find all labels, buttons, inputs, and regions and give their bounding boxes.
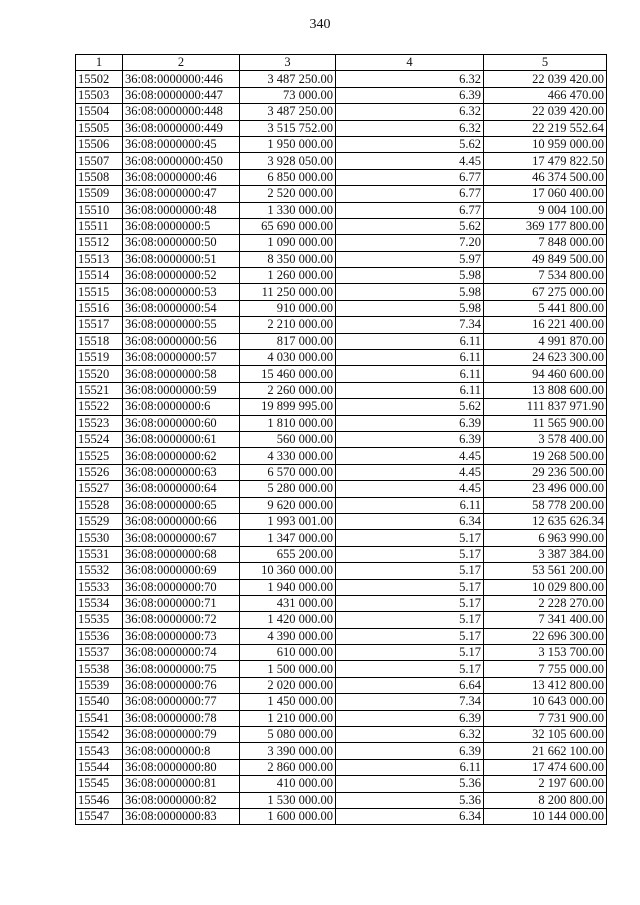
- table-row: [76, 743, 607, 759]
- value-cell: 10 360 000.00: [240, 563, 336, 579]
- row-number-cell: 15545: [76, 776, 123, 792]
- value-cell: 1 600 000.00: [240, 808, 336, 824]
- total-cell: 7 534 800.00: [484, 268, 607, 284]
- value-cell: 1 210 000.00: [240, 710, 336, 726]
- table-row: [76, 808, 607, 824]
- table-row: [76, 350, 607, 366]
- value-cell: 3 487 250.00: [240, 104, 336, 120]
- value-cell: 19 899 995.00: [240, 399, 336, 415]
- rate-cell: 6.77: [336, 169, 484, 185]
- cadastral-number-cell: 36:08:0000000:72: [123, 612, 240, 628]
- cadastral-number-cell: 36:08:0000000:55: [123, 317, 240, 333]
- row-number-cell: 15511: [76, 218, 123, 234]
- row-number-cell: 15523: [76, 415, 123, 431]
- value-cell: 817 000.00: [240, 333, 336, 349]
- cadastral-number-cell: 36:08:0000000:75: [123, 661, 240, 677]
- value-cell: 4 390 000.00: [240, 628, 336, 644]
- table-row: [76, 71, 607, 87]
- value-cell: 1 090 000.00: [240, 235, 336, 251]
- rate-cell: 5.36: [336, 776, 484, 792]
- total-cell: 22 219 552.64: [484, 120, 607, 136]
- cadastral-number-cell: 36:08:0000000:76: [123, 677, 240, 693]
- value-cell: 11 250 000.00: [240, 284, 336, 300]
- rate-cell: 4.45: [336, 481, 484, 497]
- row-number-cell: 15513: [76, 251, 123, 267]
- row-number-cell: 15510: [76, 202, 123, 218]
- row-number-cell: 15503: [76, 87, 123, 103]
- total-cell: 4 991 870.00: [484, 333, 607, 349]
- cadastral-number-cell: 36:08:0000000:8: [123, 743, 240, 759]
- cadastral-number-cell: 36:08:0000000:67: [123, 530, 240, 546]
- row-number-cell: 15547: [76, 808, 123, 824]
- table-row: [76, 120, 607, 136]
- row-number-cell: 15546: [76, 792, 123, 808]
- total-cell: 9 004 100.00: [484, 202, 607, 218]
- cadastral-number-cell: 36:08:0000000:58: [123, 366, 240, 382]
- total-cell: 7 731 900.00: [484, 710, 607, 726]
- value-cell: 1 810 000.00: [240, 415, 336, 431]
- rate-cell: 6.77: [336, 186, 484, 202]
- rate-cell: 5.17: [336, 546, 484, 562]
- total-cell: 19 268 500.00: [484, 448, 607, 464]
- rate-cell: 6.34: [336, 513, 484, 529]
- total-cell: 46 374 500.00: [484, 169, 607, 185]
- table-row: [76, 776, 607, 792]
- value-cell: 5 080 000.00: [240, 727, 336, 743]
- total-cell: 23 496 000.00: [484, 481, 607, 497]
- cadastral-number-cell: 36:08:0000000:61: [123, 431, 240, 447]
- table-row: [76, 218, 607, 234]
- rate-cell: 5.62: [336, 136, 484, 152]
- total-cell: 10 643 000.00: [484, 694, 607, 710]
- rate-cell: 4.45: [336, 464, 484, 480]
- table-row: [76, 481, 607, 497]
- rate-cell: 6.11: [336, 366, 484, 382]
- total-cell: 17 474 600.00: [484, 759, 607, 775]
- cadastral-number-cell: 36:08:0000000:53: [123, 284, 240, 300]
- row-number-cell: 15542: [76, 727, 123, 743]
- cadastral-number-cell: 36:08:0000000:447: [123, 87, 240, 103]
- total-cell: 5 441 800.00: [484, 300, 607, 316]
- total-cell: 369 177 800.00: [484, 218, 607, 234]
- cadastral-number-cell: 36:08:0000000:449: [123, 120, 240, 136]
- value-cell: 910 000.00: [240, 300, 336, 316]
- total-cell: 3 387 384.00: [484, 546, 607, 562]
- table-row: [76, 530, 607, 546]
- table-row: [76, 595, 607, 611]
- row-number-cell: 15517: [76, 317, 123, 333]
- column-header: 3: [240, 55, 336, 71]
- rate-cell: 6.11: [336, 333, 484, 349]
- value-cell: 1 420 000.00: [240, 612, 336, 628]
- cadastral-number-cell: 36:08:0000000:6: [123, 399, 240, 415]
- rate-cell: 6.32: [336, 71, 484, 87]
- table-row: [76, 153, 607, 169]
- rate-cell: 5.17: [336, 530, 484, 546]
- rate-cell: 6.39: [336, 710, 484, 726]
- row-number-cell: 15516: [76, 300, 123, 316]
- value-cell: 3 487 250.00: [240, 71, 336, 87]
- rate-cell: 6.32: [336, 727, 484, 743]
- value-cell: 5 280 000.00: [240, 481, 336, 497]
- row-number-cell: 15531: [76, 546, 123, 562]
- table-row: [76, 235, 607, 251]
- cadastral-number-cell: 36:08:0000000:65: [123, 497, 240, 513]
- cadastral-number-cell: 36:08:0000000:78: [123, 710, 240, 726]
- total-cell: 94 460 600.00: [484, 366, 607, 382]
- value-cell: 1 950 000.00: [240, 136, 336, 152]
- table-row: [76, 104, 607, 120]
- table-row: [76, 612, 607, 628]
- table-row: [76, 497, 607, 513]
- table-row: [76, 727, 607, 743]
- value-cell: 3 390 000.00: [240, 743, 336, 759]
- row-number-cell: 15524: [76, 431, 123, 447]
- total-cell: 13 412 800.00: [484, 677, 607, 693]
- table-row: [76, 661, 607, 677]
- cadastral-number-cell: 36:08:0000000:77: [123, 694, 240, 710]
- value-cell: 1 993 001.00: [240, 513, 336, 529]
- cadastral-number-cell: 36:08:0000000:50: [123, 235, 240, 251]
- rate-cell: 6.11: [336, 382, 484, 398]
- total-cell: 22 039 420.00: [484, 104, 607, 120]
- value-cell: 410 000.00: [240, 776, 336, 792]
- row-number-cell: 15514: [76, 268, 123, 284]
- cadastral-number-cell: 36:08:0000000:47: [123, 186, 240, 202]
- cadastral-number-cell: 36:08:0000000:79: [123, 727, 240, 743]
- table-header-row: [76, 55, 607, 71]
- table-row: [76, 202, 607, 218]
- row-number-cell: 15519: [76, 350, 123, 366]
- table-row: [76, 251, 607, 267]
- rate-cell: 7.34: [336, 694, 484, 710]
- row-number-cell: 15508: [76, 169, 123, 185]
- value-cell: 3 515 752.00: [240, 120, 336, 136]
- total-cell: 2 197 600.00: [484, 776, 607, 792]
- row-number-cell: 15504: [76, 104, 123, 120]
- column-header: 4: [336, 55, 484, 71]
- table-row: [76, 628, 607, 644]
- rate-cell: 6.39: [336, 431, 484, 447]
- column-header: 5: [484, 55, 607, 71]
- rate-cell: 6.32: [336, 104, 484, 120]
- table-row: [76, 759, 607, 775]
- total-cell: 7 848 000.00: [484, 235, 607, 251]
- value-cell: 2 020 000.00: [240, 677, 336, 693]
- table-row: [76, 136, 607, 152]
- value-cell: 4 330 000.00: [240, 448, 336, 464]
- table-row: [76, 317, 607, 333]
- total-cell: 24 623 300.00: [484, 350, 607, 366]
- table-row: [76, 448, 607, 464]
- table-row: [76, 513, 607, 529]
- total-cell: 12 635 626.34: [484, 513, 607, 529]
- row-number-cell: 15540: [76, 694, 123, 710]
- rate-cell: 7.34: [336, 317, 484, 333]
- rate-cell: 5.98: [336, 268, 484, 284]
- total-cell: 7 341 400.00: [484, 612, 607, 628]
- total-cell: 11 565 900.00: [484, 415, 607, 431]
- rate-cell: 5.17: [336, 563, 484, 579]
- cadastral-number-cell: 36:08:0000000:68: [123, 546, 240, 562]
- value-cell: 1 500 000.00: [240, 661, 336, 677]
- rate-cell: 6.11: [336, 759, 484, 775]
- table-row: [76, 186, 607, 202]
- cadastral-number-cell: 36:08:0000000:74: [123, 645, 240, 661]
- column-header: 2: [123, 55, 240, 71]
- value-cell: 3 928 050.00: [240, 153, 336, 169]
- total-cell: 17 479 822.50: [484, 153, 607, 169]
- cadastral-number-cell: 36:08:0000000:63: [123, 464, 240, 480]
- total-cell: 22 696 300.00: [484, 628, 607, 644]
- rate-cell: 5.17: [336, 612, 484, 628]
- row-number-cell: 15515: [76, 284, 123, 300]
- value-cell: 1 530 000.00: [240, 792, 336, 808]
- total-cell: 49 849 500.00: [484, 251, 607, 267]
- table-row: [76, 366, 607, 382]
- rate-cell: 5.36: [336, 792, 484, 808]
- row-number-cell: 15512: [76, 235, 123, 251]
- row-number-cell: 15522: [76, 399, 123, 415]
- table-row: [76, 415, 607, 431]
- rate-cell: 5.62: [336, 218, 484, 234]
- value-cell: 1 330 000.00: [240, 202, 336, 218]
- total-cell: 10 959 000.00: [484, 136, 607, 152]
- cadastral-number-cell: 36:08:0000000:69: [123, 563, 240, 579]
- value-cell: 4 030 000.00: [240, 350, 336, 366]
- total-cell: 8 200 800.00: [484, 792, 607, 808]
- value-cell: 431 000.00: [240, 595, 336, 611]
- total-cell: 16 221 400.00: [484, 317, 607, 333]
- rate-cell: 6.11: [336, 497, 484, 513]
- table-row: [76, 464, 607, 480]
- page-number: 340: [309, 17, 331, 32]
- row-number-cell: 15534: [76, 595, 123, 611]
- table-row: [76, 87, 607, 103]
- row-number-cell: 15507: [76, 153, 123, 169]
- rate-cell: 6.77: [336, 202, 484, 218]
- table-row: [76, 710, 607, 726]
- table-row: [76, 792, 607, 808]
- rate-cell: 5.98: [336, 284, 484, 300]
- value-cell: 6 850 000.00: [240, 169, 336, 185]
- value-cell: 1 450 000.00: [240, 694, 336, 710]
- rate-cell: 4.45: [336, 153, 484, 169]
- rate-cell: 5.17: [336, 661, 484, 677]
- value-cell: 2 210 000.00: [240, 317, 336, 333]
- value-cell: 1 940 000.00: [240, 579, 336, 595]
- total-cell: 58 778 200.00: [484, 497, 607, 513]
- column-header: 1: [76, 55, 123, 71]
- total-cell: 10 144 000.00: [484, 808, 607, 824]
- rate-cell: 5.98: [336, 300, 484, 316]
- row-number-cell: 15526: [76, 464, 123, 480]
- rate-cell: 6.34: [336, 808, 484, 824]
- cadastral-number-cell: 36:08:0000000:56: [123, 333, 240, 349]
- row-number-cell: 15527: [76, 481, 123, 497]
- cadastral-number-cell: 36:08:0000000:71: [123, 595, 240, 611]
- total-cell: 466 470.00: [484, 87, 607, 103]
- value-cell: 6 570 000.00: [240, 464, 336, 480]
- value-cell: 8 350 000.00: [240, 251, 336, 267]
- cadastral-number-cell: 36:08:0000000:48: [123, 202, 240, 218]
- table-row: [76, 333, 607, 349]
- value-cell: 610 000.00: [240, 645, 336, 661]
- rate-cell: 5.17: [336, 628, 484, 644]
- cadastral-number-cell: 36:08:0000000:448: [123, 104, 240, 120]
- table-row: [76, 579, 607, 595]
- row-number-cell: 15502: [76, 71, 123, 87]
- total-cell: 111 837 971.90: [484, 399, 607, 415]
- cadastral-number-cell: 36:08:0000000:66: [123, 513, 240, 529]
- rate-cell: 5.97: [336, 251, 484, 267]
- row-number-cell: 15538: [76, 661, 123, 677]
- cadastral-value-table: [75, 54, 607, 825]
- table-row: [76, 169, 607, 185]
- row-number-cell: 15543: [76, 743, 123, 759]
- table-row: [76, 399, 607, 415]
- rate-cell: 5.17: [336, 579, 484, 595]
- cadastral-number-cell: 36:08:0000000:5: [123, 218, 240, 234]
- rate-cell: 5.17: [336, 645, 484, 661]
- rate-cell: 5.62: [336, 399, 484, 415]
- table-row: [76, 431, 607, 447]
- row-number-cell: 15537: [76, 645, 123, 661]
- cadastral-number-cell: 36:08:0000000:82: [123, 792, 240, 808]
- rate-cell: 6.39: [336, 87, 484, 103]
- value-cell: 2 520 000.00: [240, 186, 336, 202]
- table-row: [76, 284, 607, 300]
- cadastral-number-cell: 36:08:0000000:45: [123, 136, 240, 152]
- cadastral-number-cell: 36:08:0000000:73: [123, 628, 240, 644]
- table-row: [76, 300, 607, 316]
- row-number-cell: 15528: [76, 497, 123, 513]
- value-cell: 1 347 000.00: [240, 530, 336, 546]
- value-cell: 73 000.00: [240, 87, 336, 103]
- row-number-cell: 15518: [76, 333, 123, 349]
- value-cell: 65 690 000.00: [240, 218, 336, 234]
- cadastral-number-cell: 36:08:0000000:80: [123, 759, 240, 775]
- table-row: [76, 645, 607, 661]
- cadastral-number-cell: 36:08:0000000:54: [123, 300, 240, 316]
- total-cell: 22 039 420.00: [484, 71, 607, 87]
- table-row: [76, 382, 607, 398]
- cadastral-number-cell: 36:08:0000000:450: [123, 153, 240, 169]
- table-row: [76, 563, 607, 579]
- cadastral-number-cell: 36:08:0000000:446: [123, 71, 240, 87]
- total-cell: 13 808 600.00: [484, 382, 607, 398]
- total-cell: 3 153 700.00: [484, 645, 607, 661]
- total-cell: 10 029 800.00: [484, 579, 607, 595]
- rate-cell: 6.39: [336, 743, 484, 759]
- row-number-cell: 15539: [76, 677, 123, 693]
- value-cell: 9 620 000.00: [240, 497, 336, 513]
- table-row: [76, 268, 607, 284]
- rate-cell: 6.32: [336, 120, 484, 136]
- cadastral-number-cell: 36:08:0000000:52: [123, 268, 240, 284]
- value-cell: 560 000.00: [240, 431, 336, 447]
- table-body: [76, 71, 607, 825]
- cadastral-number-cell: 36:08:0000000:46: [123, 169, 240, 185]
- rate-cell: 6.64: [336, 677, 484, 693]
- row-number-cell: 15532: [76, 563, 123, 579]
- total-cell: 7 755 000.00: [484, 661, 607, 677]
- row-number-cell: 15544: [76, 759, 123, 775]
- row-number-cell: 15521: [76, 382, 123, 398]
- total-cell: 6 963 990.00: [484, 530, 607, 546]
- rate-cell: 6.39: [336, 415, 484, 431]
- cadastral-number-cell: 36:08:0000000:70: [123, 579, 240, 595]
- cadastral-number-cell: 36:08:0000000:64: [123, 481, 240, 497]
- row-number-cell: 15520: [76, 366, 123, 382]
- rate-cell: 7.20: [336, 235, 484, 251]
- cadastral-number-cell: 36:08:0000000:57: [123, 350, 240, 366]
- row-number-cell: 15509: [76, 186, 123, 202]
- total-cell: 2 228 270.00: [484, 595, 607, 611]
- total-cell: 17 060 400.00: [484, 186, 607, 202]
- value-cell: 1 260 000.00: [240, 268, 336, 284]
- table-row: [76, 694, 607, 710]
- row-number-cell: 15530: [76, 530, 123, 546]
- table-row: [76, 546, 607, 562]
- total-cell: 53 561 200.00: [484, 563, 607, 579]
- cadastral-number-cell: 36:08:0000000:83: [123, 808, 240, 824]
- row-number-cell: 15541: [76, 710, 123, 726]
- row-number-cell: 15535: [76, 612, 123, 628]
- rate-cell: 5.17: [336, 595, 484, 611]
- rate-cell: 6.11: [336, 350, 484, 366]
- row-number-cell: 15505: [76, 120, 123, 136]
- row-number-cell: 15506: [76, 136, 123, 152]
- total-cell: 21 662 100.00: [484, 743, 607, 759]
- row-number-cell: 15533: [76, 579, 123, 595]
- total-cell: 29 236 500.00: [484, 464, 607, 480]
- value-cell: 15 460 000.00: [240, 366, 336, 382]
- row-number-cell: 15525: [76, 448, 123, 464]
- cadastral-number-cell: 36:08:0000000:81: [123, 776, 240, 792]
- cadastral-number-cell: 36:08:0000000:62: [123, 448, 240, 464]
- value-cell: 2 860 000.00: [240, 759, 336, 775]
- total-cell: 3 578 400.00: [484, 431, 607, 447]
- rate-cell: 4.45: [336, 448, 484, 464]
- value-cell: 2 260 000.00: [240, 382, 336, 398]
- table-row: [76, 677, 607, 693]
- cadastral-number-cell: 36:08:0000000:59: [123, 382, 240, 398]
- row-number-cell: 15536: [76, 628, 123, 644]
- cadastral-number-cell: 36:08:0000000:60: [123, 415, 240, 431]
- row-number-cell: 15529: [76, 513, 123, 529]
- total-cell: 67 275 000.00: [484, 284, 607, 300]
- total-cell: 32 105 600.00: [484, 727, 607, 743]
- cadastral-number-cell: 36:08:0000000:51: [123, 251, 240, 267]
- value-cell: 655 200.00: [240, 546, 336, 562]
